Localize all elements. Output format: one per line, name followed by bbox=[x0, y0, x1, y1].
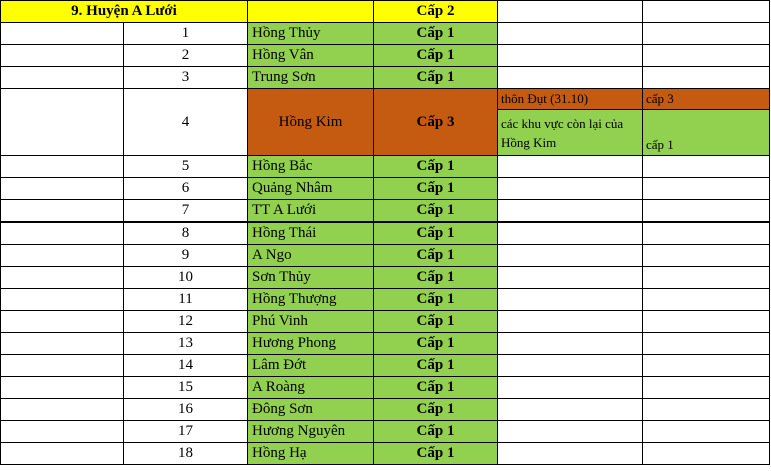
commune-name[interactable]: Hồng Hạ bbox=[248, 443, 374, 465]
empty-cell[interactable] bbox=[1, 421, 124, 443]
empty-cell[interactable] bbox=[643, 355, 770, 377]
commune-name[interactable]: Hương Phong bbox=[248, 333, 374, 355]
empty-cell[interactable] bbox=[643, 156, 770, 178]
empty-cell[interactable] bbox=[643, 289, 770, 311]
commune-level[interactable]: Cấp 1 bbox=[374, 333, 498, 355]
row-number[interactable]: 15 bbox=[124, 377, 248, 399]
commune-name[interactable]: A Ngo bbox=[248, 245, 374, 267]
empty-cell[interactable] bbox=[643, 200, 770, 223]
row-number[interactable]: 13 bbox=[124, 333, 248, 355]
commune-level[interactable]: Cấp 1 bbox=[374, 156, 498, 178]
commune-name[interactable]: Hồng Thủy bbox=[248, 23, 374, 45]
area-2-name[interactable]: các khu vực còn lại của Hồng Kim bbox=[498, 110, 643, 156]
district-header-blank[interactable] bbox=[248, 1, 374, 23]
row-number[interactable]: 11 bbox=[124, 289, 248, 311]
area-2-level[interactable]: cấp 1 bbox=[643, 110, 770, 156]
commune-level[interactable]: Cấp 3 bbox=[374, 89, 498, 156]
empty-cell[interactable] bbox=[1, 443, 124, 465]
row-number[interactable]: 4 bbox=[124, 89, 248, 156]
empty-cell[interactable] bbox=[1, 245, 124, 267]
commune-level[interactable]: Cấp 1 bbox=[374, 222, 498, 245]
area-1-name[interactable]: thôn Đụt (31.10) bbox=[498, 89, 643, 110]
table-row bbox=[1, 245, 770, 267]
commune-level[interactable]: Cấp 1 bbox=[374, 245, 498, 267]
empty-cell[interactable] bbox=[1, 267, 124, 289]
table-row bbox=[1, 355, 770, 377]
empty-cell[interactable] bbox=[643, 333, 770, 355]
empty-cell[interactable] bbox=[1, 89, 124, 156]
table-row bbox=[1, 267, 770, 289]
commune-name[interactable]: Hồng Bắc bbox=[248, 156, 374, 178]
empty-cell[interactable] bbox=[643, 45, 770, 67]
empty-cell[interactable] bbox=[498, 67, 643, 89]
table-row bbox=[1, 311, 770, 333]
table-row bbox=[1, 399, 770, 421]
commune-level[interactable]: Cấp 1 bbox=[374, 421, 498, 443]
table-row bbox=[1, 45, 770, 67]
row-number[interactable]: 14 bbox=[124, 355, 248, 377]
commune-name[interactable]: TT A Lưới bbox=[248, 200, 374, 223]
empty-cell[interactable] bbox=[643, 421, 770, 443]
row-number[interactable]: 8 bbox=[124, 222, 248, 245]
empty-cell[interactable] bbox=[1, 311, 124, 333]
empty-cell[interactable] bbox=[1, 45, 124, 67]
row-number[interactable]: 7 bbox=[124, 200, 248, 223]
row-number[interactable]: 6 bbox=[124, 178, 248, 200]
empty-cell[interactable] bbox=[1, 289, 124, 311]
row-number[interactable]: 12 bbox=[124, 311, 248, 333]
commune-level[interactable]: Cấp 1 bbox=[374, 311, 498, 333]
empty-cell[interactable] bbox=[643, 399, 770, 421]
empty-cell[interactable] bbox=[643, 67, 770, 89]
empty-cell[interactable] bbox=[643, 222, 770, 245]
row-number[interactable]: 1 bbox=[124, 23, 248, 45]
district-title[interactable]: 9. Huyện A Lưới bbox=[1, 1, 248, 23]
empty-cell[interactable] bbox=[498, 289, 643, 311]
commune-level[interactable]: Cấp 1 bbox=[374, 200, 498, 223]
commune-name[interactable]: Phú Vinh bbox=[248, 311, 374, 333]
empty-cell[interactable] bbox=[1, 178, 124, 200]
commune-level[interactable]: Cấp 1 bbox=[374, 267, 498, 289]
table-row bbox=[1, 222, 770, 245]
commune-level[interactable]: Cấp 1 bbox=[374, 377, 498, 399]
empty-cell[interactable] bbox=[498, 23, 643, 45]
empty-cell[interactable] bbox=[1, 222, 124, 245]
empty-cell[interactable] bbox=[643, 23, 770, 45]
empty-cell[interactable] bbox=[1, 23, 124, 45]
empty-cell[interactable] bbox=[498, 333, 643, 355]
commune-name[interactable]: Hồng Thái bbox=[248, 222, 374, 245]
district-header-row bbox=[1, 1, 770, 23]
table-row bbox=[1, 67, 770, 89]
row-number[interactable]: 2 bbox=[124, 45, 248, 67]
district-level[interactable]: Cấp 2 bbox=[374, 1, 498, 23]
empty-cell[interactable] bbox=[1, 200, 124, 223]
empty-cell[interactable] bbox=[498, 443, 643, 465]
commune-level[interactable]: Cấp 1 bbox=[374, 289, 498, 311]
row-number[interactable]: 10 bbox=[124, 267, 248, 289]
empty-cell[interactable] bbox=[498, 45, 643, 67]
area-1-level[interactable]: cấp 3 bbox=[643, 89, 770, 110]
empty-cell[interactable] bbox=[498, 421, 643, 443]
empty-cell[interactable] bbox=[498, 267, 643, 289]
commune-name[interactable]: Quảng Nhâm bbox=[248, 178, 374, 200]
empty-cell[interactable] bbox=[643, 178, 770, 200]
table-row bbox=[1, 178, 770, 200]
commune-level[interactable]: Cấp 1 bbox=[374, 45, 498, 67]
table-row bbox=[1, 333, 770, 355]
commune-name[interactable]: Hương Nguyên bbox=[248, 421, 374, 443]
row-number[interactable]: 18 bbox=[124, 443, 248, 465]
commune-name[interactable]: Lâm Đớt bbox=[248, 355, 374, 377]
empty-cell[interactable] bbox=[643, 1, 770, 23]
empty-cell[interactable] bbox=[498, 178, 643, 200]
row-number[interactable]: 5 bbox=[124, 156, 248, 178]
commune-level[interactable]: Cấp 1 bbox=[374, 23, 498, 45]
empty-cell[interactable] bbox=[1, 67, 124, 89]
table-row bbox=[1, 200, 770, 223]
commune-name[interactable]: Hồng Kim bbox=[248, 89, 374, 156]
table-row-hong-kim bbox=[1, 89, 770, 110]
commune-name[interactable]: Sơn Thủy bbox=[248, 267, 374, 289]
empty-cell[interactable] bbox=[498, 355, 643, 377]
row-number[interactable]: 3 bbox=[124, 67, 248, 89]
table-row bbox=[1, 289, 770, 311]
table-row bbox=[1, 377, 770, 399]
empty-cell[interactable] bbox=[1, 399, 124, 421]
commune-level[interactable]: Cấp 1 bbox=[374, 443, 498, 465]
commune-level[interactable]: Cấp 1 bbox=[374, 67, 498, 89]
empty-cell[interactable] bbox=[1, 156, 124, 178]
commune-name[interactable]: Đông Sơn bbox=[248, 399, 374, 421]
commune-name[interactable]: Trung Sơn bbox=[248, 67, 374, 89]
table-row bbox=[1, 443, 770, 465]
row-number[interactable]: 9 bbox=[124, 245, 248, 267]
empty-cell[interactable] bbox=[643, 377, 770, 399]
empty-cell[interactable] bbox=[643, 245, 770, 267]
empty-cell[interactable] bbox=[643, 267, 770, 289]
empty-cell[interactable] bbox=[498, 245, 643, 267]
commune-name[interactable]: A Roàng bbox=[248, 377, 374, 399]
table-row bbox=[1, 23, 770, 45]
row-number[interactable]: 17 bbox=[124, 421, 248, 443]
empty-cell[interactable] bbox=[1, 355, 124, 377]
empty-cell[interactable] bbox=[498, 399, 643, 421]
empty-cell[interactable] bbox=[643, 311, 770, 333]
empty-cell[interactable] bbox=[498, 377, 643, 399]
row-number[interactable]: 16 bbox=[124, 399, 248, 421]
empty-cell[interactable] bbox=[643, 443, 770, 465]
empty-cell[interactable] bbox=[1, 377, 124, 399]
table-row bbox=[1, 421, 770, 443]
commune-level[interactable]: Cấp 1 bbox=[374, 355, 498, 377]
commune-level[interactable]: Cấp 1 bbox=[374, 178, 498, 200]
empty-cell[interactable] bbox=[498, 156, 643, 178]
commune-level[interactable]: Cấp 1 bbox=[374, 399, 498, 421]
empty-cell[interactable] bbox=[1, 333, 124, 355]
commune-name[interactable]: Hồng Vân bbox=[248, 45, 374, 67]
empty-cell[interactable] bbox=[498, 222, 643, 245]
empty-cell[interactable] bbox=[498, 311, 643, 333]
empty-cell[interactable] bbox=[498, 1, 643, 23]
empty-cell[interactable] bbox=[498, 200, 643, 223]
table-row bbox=[1, 156, 770, 178]
commune-name[interactable]: Hồng Thượng bbox=[248, 289, 374, 311]
